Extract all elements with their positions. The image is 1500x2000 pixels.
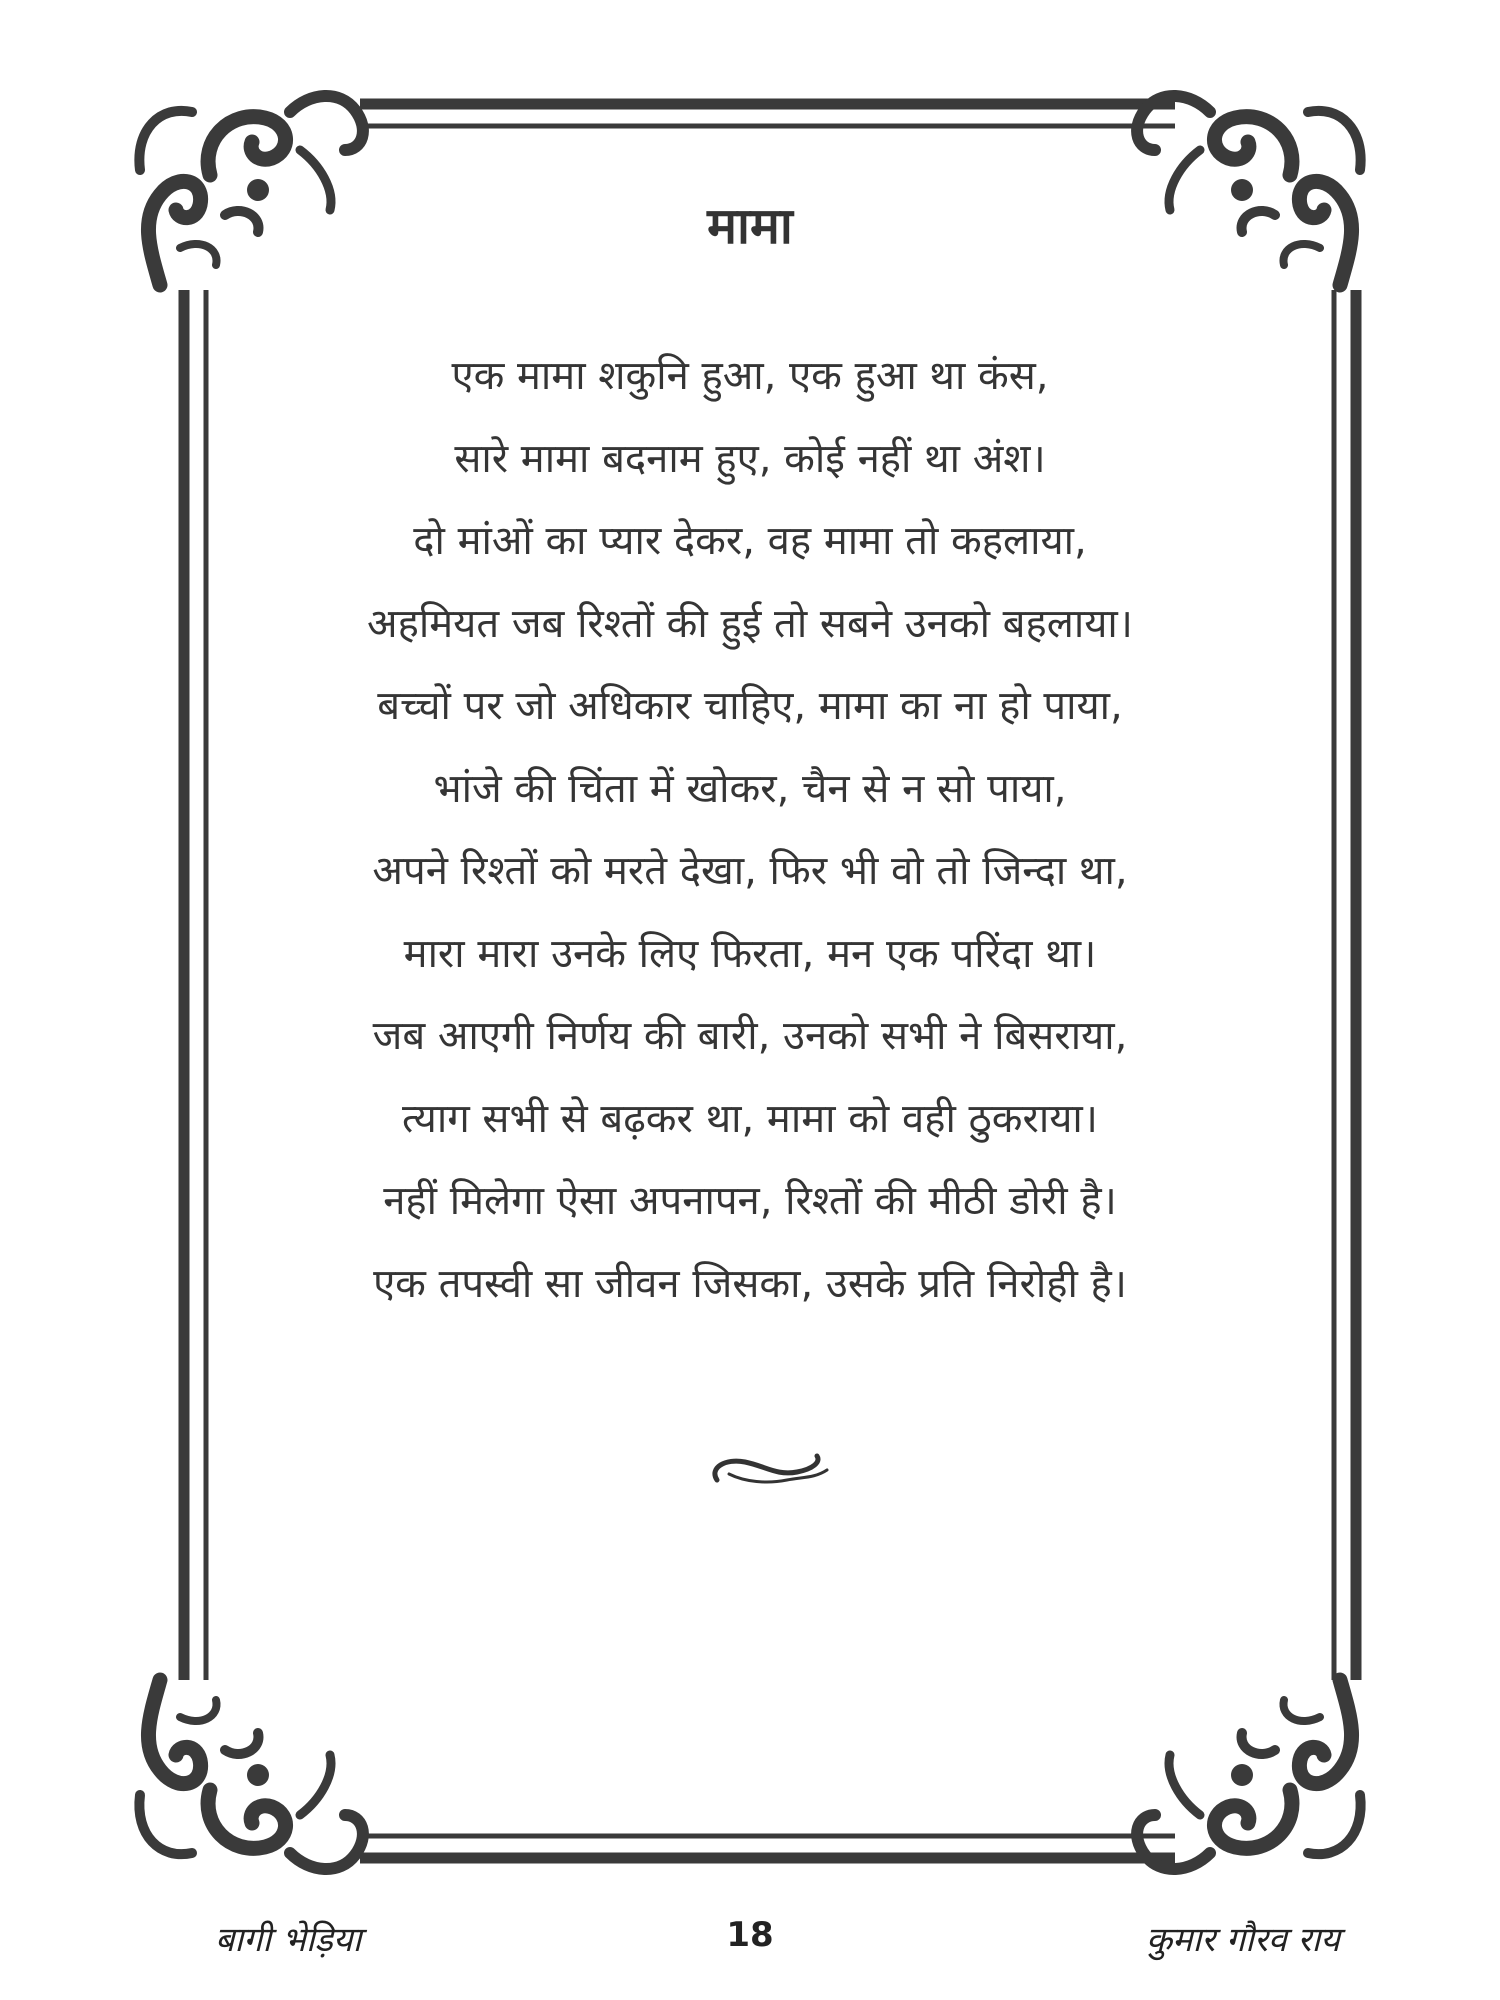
poem-title: मामा: [707, 197, 793, 255]
book-title: बागी भेड़िया: [215, 1920, 362, 1960]
poem-line: एक तपस्वी सा जीवन जिसका, उसके प्रति निरोही है।: [373, 1260, 1127, 1307]
poem-line: भांजे की चिंता में खोकर, चैन से न सो पाया,: [433, 765, 1067, 812]
poem-line: दो मांओं का प्यार देकर, वह मामा तो कहलाया,: [413, 518, 1087, 564]
poem-line: सारे मामा बदनाम हुए, कोई नहीं था अंश।: [454, 435, 1046, 482]
corner-ornament-bottom-right: [1137, 1680, 1361, 1869]
poem-line: नहीं मिलेगा ऐसा अपनापन, रिश्तों की मीठी डोरी है।: [383, 1178, 1117, 1224]
author-name: कुमार गौरव राय: [1146, 1920, 1340, 1960]
poem-line: मारा मारा उनके लिए फिरता, मन एक परिंदा था।: [403, 930, 1097, 977]
poem-line: एक मामा शकुनि हुआ, एक हुआ था कंस,: [451, 353, 1049, 399]
poem-line: जब आएगी निर्णय की बारी, उनको सभी ने बिसराया,: [372, 1013, 1128, 1059]
poem-line: त्याग सभी से बढ़कर था, मामा को वही ठुकराया।: [402, 1095, 1098, 1142]
poem-line: अपने रिश्तों को मरते देखा, फिर भी वो तो जिन्दा था,: [372, 848, 1128, 894]
page-number: 18: [726, 1915, 774, 1955]
poem-body: [200, 335, 1300, 1325]
poem-line: बच्चों पर जो अधिकार चाहिए, मामा का ना हो पाया,: [377, 683, 1123, 729]
corner-ornament-bottom-left: [139, 1680, 363, 1869]
poem-line: अहमियत जब रिश्तों की हुई तो सबने उनको बहलाया।: [367, 600, 1133, 647]
end-flourish-icon: [705, 1440, 835, 1500]
